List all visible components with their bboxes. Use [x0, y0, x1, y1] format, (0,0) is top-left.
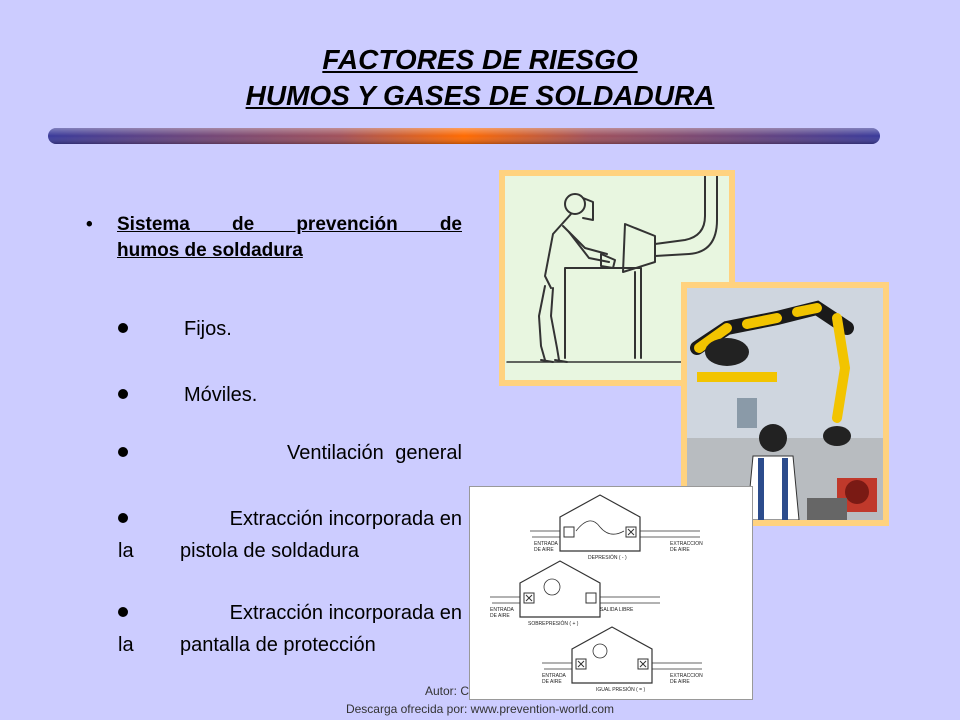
- diagram-in-label-2: DE AIRE: [490, 613, 510, 619]
- diagram-in-label-1: ENTRADA: [542, 673, 566, 679]
- list-item-label: Móviles.: [184, 384, 258, 406]
- diagram-caption: IGUAL PRESIÓN ( = ): [596, 687, 646, 693]
- diagram-out-label-1: SALIDA LIBRE: [600, 607, 634, 613]
- title-divider: [48, 126, 880, 146]
- list-item-continuation: la pantalla de protección: [118, 634, 376, 656]
- footer-author: Autor: C: [425, 684, 470, 698]
- ventilation-diagram: [469, 486, 753, 700]
- bullet-icon: [118, 504, 128, 534]
- list-item-label: Ventilación general: [286, 442, 462, 464]
- bullet-dot: •: [86, 214, 93, 235]
- list-item-continuation: la pistola de soldadura: [118, 540, 360, 562]
- diagram-caption: DEPRESIÓN ( - ): [588, 555, 627, 561]
- diagram-in-label-2: DE AIRE: [542, 679, 562, 685]
- footer-download: Descarga ofrecida por: www.prevention-world.com: [345, 702, 615, 716]
- bullet-heading-line1: Sistema de prevención de: [117, 214, 462, 235]
- diagram-in-label-1: ENTRADA: [490, 607, 514, 613]
- bullet-icon: [118, 438, 128, 468]
- slide-title: [0, 42, 960, 114]
- list-item-label: Extracción incorporada en: [229, 602, 462, 624]
- diagram-row-equal-pressure: [542, 627, 703, 693]
- diagram-out-label-1: EXTRACCION: [670, 541, 703, 547]
- bullet-heading: [86, 212, 462, 264]
- diagram-caption: SOBREPRESIÓN ( + ): [528, 621, 579, 627]
- diagram-in-label-2: DE AIRE: [534, 547, 554, 553]
- diagram-out-label-1: EXTRACCION: [670, 673, 703, 679]
- diagram-out-label-2: DE AIRE: [670, 547, 690, 553]
- diagram-row-depression: [530, 495, 703, 561]
- slide-title-line2: HUMOS Y GASES DE SOLDADURA: [245, 80, 715, 111]
- bullet-icon: [118, 314, 128, 344]
- diagram-row-overpressure: [490, 561, 660, 627]
- list-item-label: Fijos.: [184, 318, 232, 340]
- bullet-icon: [118, 598, 128, 628]
- diagram-out-label-2: DE AIRE: [670, 679, 690, 685]
- slide-title-line1: FACTORES DE RIESGO: [322, 44, 638, 75]
- diagram-in-label-1: ENTRADA: [534, 541, 558, 547]
- bullet-heading-line2: humos de soldadura: [117, 240, 303, 261]
- bullet-icon: [118, 380, 128, 410]
- list-item-label: Extracción incorporada en: [229, 508, 462, 530]
